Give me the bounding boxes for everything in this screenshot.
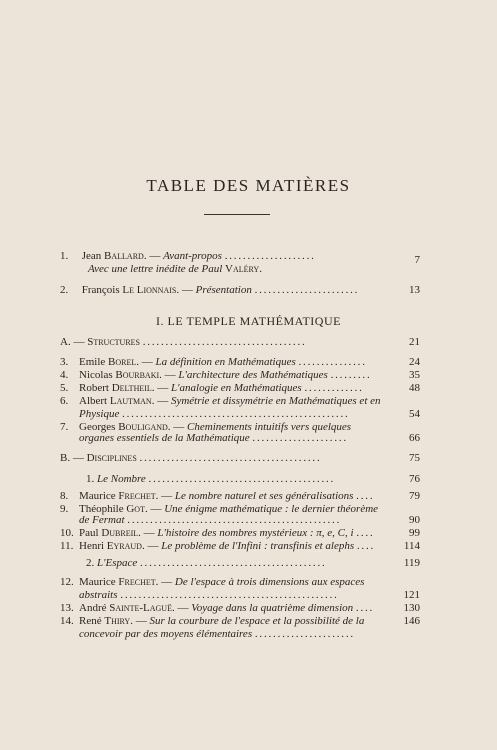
subsection-2[interactable]: 2. L'Espace ......................................... (86, 557, 327, 569)
page-number: 119 (403, 557, 420, 569)
page-number: 99 (409, 527, 420, 539)
page-number: 114 (403, 540, 420, 552)
title-divider (204, 214, 270, 215)
toc-entry-6[interactable]: 6. Albert Lautman. — Symétrie et dissymétrie en Mathématiques et en (60, 395, 381, 407)
entry-continuation: de Fermat ............................................... (79, 514, 342, 526)
page-number: 146 (403, 615, 420, 627)
toc-entry-3[interactable]: 3. Emile Borel. — La définition en Mathématiques ............... (60, 356, 367, 368)
leader-dots: .................... (224, 250, 316, 262)
page-number: 7 (414, 254, 420, 266)
toc-entry-10[interactable]: 10. Paul Dubreil. — L'histoire des nombres mystérieux : π, e, C, i .... (60, 527, 375, 539)
toc-entry-5[interactable]: 5. Robert Deltheil. — L'analogie en Mathématiques ............. (60, 382, 364, 394)
entry-continuation: Physique .................................................. (79, 408, 350, 420)
section-name: Structures (87, 336, 140, 348)
entry-continuation: Avec une lettre inédite de Paul Valéry. (88, 263, 262, 275)
toc-entry-2[interactable]: 2. François Le Lionnais. — Présentation ....................... (60, 284, 360, 296)
page-number: 121 (403, 589, 420, 601)
section-a[interactable] (60, 336, 307, 349)
leader-dots: ....................... (254, 284, 360, 296)
part-title: I. LE TEMPLE MATHÉMATIQUE (156, 314, 341, 328)
page-number: 21 (409, 336, 420, 348)
toc-entry-8[interactable]: 8. Maurice Frechet. — Le nombre naturel et ses généralisations .... (60, 490, 375, 502)
entry-number: 2. (60, 284, 69, 296)
subsection-1[interactable]: 1. Le Nombre ......................................... (86, 473, 336, 485)
toc-entry-11[interactable]: 11. Henri Eyraud. — Le problème de l'Infini : transfinis et alephs .... (60, 540, 376, 552)
page-number: 24 (409, 356, 420, 368)
page-number: 75 (409, 452, 420, 464)
entry-title: Présentation (195, 284, 252, 296)
toc-entry-13[interactable]: 13. André Sainte-Laguë. — Voyage dans la quatrième dimension .... (60, 602, 375, 614)
page-number: 35 (409, 369, 420, 381)
page-number: 76 (409, 473, 420, 485)
toc-entry-9[interactable]: 9. Théophile Got. — Une énigme mathématique : le dernier théorème (60, 503, 379, 515)
toc-entry-7[interactable]: 7. Georges Bouligand. — Cheminements intuitifs vers quelques (60, 421, 352, 433)
section-b[interactable]: B. — Disciplines ........................................ (60, 452, 322, 464)
entry-continuation: concevoir par des moyens élémentaires ...................... (79, 628, 355, 640)
page-number: 79 (409, 490, 420, 502)
toc-entry-4[interactable]: 4. Nicolas Bourbaki. — L'architecture des Mathématiques ......... (60, 369, 372, 381)
toc-entry-12[interactable]: 12. Maurice Frechet. — De l'espace à trois dimensions aux espaces (60, 576, 365, 588)
page-number: 54 (409, 408, 420, 420)
toc-entry-14[interactable]: 14. René Thiry. — Sur la courbure de l'espace et la possibilité de la (60, 615, 365, 627)
author-first: François (81, 284, 120, 296)
entry-number: 1. (60, 250, 69, 262)
author-last: Le Lionnais (122, 284, 177, 296)
page-number: 13 (409, 284, 420, 296)
page-number: 90 (409, 514, 420, 526)
author-last: Valéry (225, 263, 260, 275)
entry-continuation: abstraits ................................................ (79, 589, 339, 601)
entry-continuation: organes essentiels de la Mathématique ..................... (79, 432, 348, 444)
leader-dots: .................................... (142, 336, 307, 348)
author-first: Jean (81, 250, 102, 262)
page-number: 130 (403, 602, 420, 614)
toc-entry-1[interactable]: 1. Jean Ballard. — Avant-propos .................... (60, 250, 316, 262)
entry-title: Avant-propos (163, 250, 222, 262)
page-number: 66 (409, 432, 420, 444)
section-label: A. — (60, 336, 85, 348)
page-number: 48 (409, 382, 420, 394)
author-last: Ballard (104, 250, 144, 262)
page-title: TABLE DES MATIÈRES (146, 176, 351, 195)
